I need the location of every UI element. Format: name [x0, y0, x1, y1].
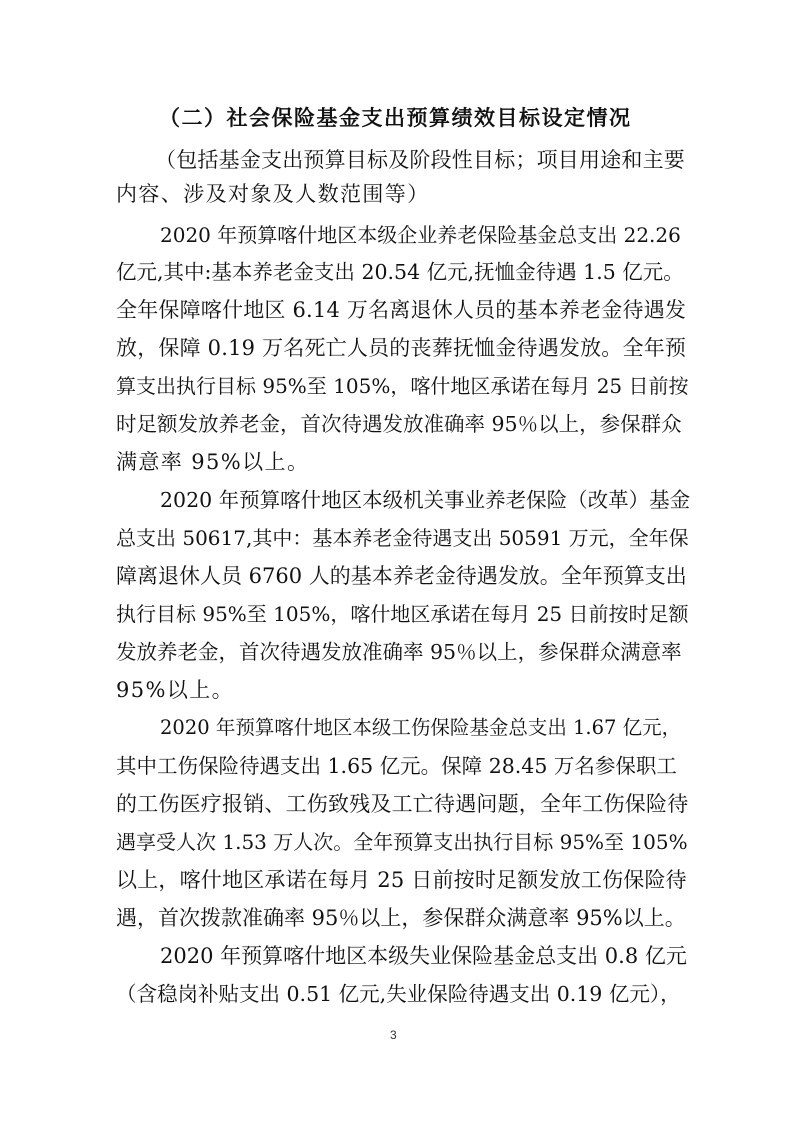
paragraph-line: 总支出 50617,其中：基本养老金待遇支出 50591 万元，全年保	[116, 526, 689, 550]
paragraph-line: （含稳岗补贴支出 0.51 亿元,失业保险待遇支出 0.19 亿元），	[116, 982, 681, 1006]
paragraph-line: 95%以上。	[116, 678, 235, 702]
paragraph-line: 发放养老金，首次待遇发放准确率 95％以上，参保群众满意率	[116, 640, 682, 664]
paragraph-line: 放，保障 0.19 万名死亡人员的丧葬抚恤金待遇发放。全年预	[116, 336, 687, 360]
paragraph-line: 其中工伤保险待遇支出 1.65 亿元。保障 28.45 万名参保职工	[116, 754, 677, 778]
paragraph-line: 2020 年预算喀什地区本级失业保险基金总支出 0.8 亿元	[160, 944, 687, 968]
paragraph-line: 遇，首次拨款准确率 95％以上，参保群众满意率 95%以上。	[116, 906, 686, 930]
paragraph-line: 2020 年预算喀什地区本级工伤保险基金总支出 1.67 亿元，	[160, 716, 682, 739]
paragraph-line: 遇享受人次 1.53 万人次。全年预算支出执行目标 95%至 105%	[116, 830, 688, 854]
note-line: 内容、涉及对象及人数范围等）	[116, 182, 430, 206]
section-heading: （二）社会保险基金支出预算绩效目标设定情况	[159, 105, 632, 130]
paragraph-line: 亿元,其中:基本养老金支出 20.54 亿元,抚恤金待遇 1.5 亿元。	[116, 260, 684, 284]
paragraph-line: 障离退休人员 6760 人的基本养老金待遇发放。全年预算支出	[116, 564, 687, 588]
paragraph-line: 满意率 95%以上。	[116, 450, 310, 474]
paragraph-line: 时足额发放养老金，首次待遇发放准确率 95％以上，参保群众	[116, 412, 682, 436]
paragraph-line: 的工伤医疗报销、工伤致残及工亡待遇问题，全年工伤保险待	[116, 792, 689, 816]
paragraph-line: 算支出执行目标 95%至 105%，喀什地区承诺在每月 25 日前按	[116, 374, 689, 398]
page-number: 3	[390, 1028, 397, 1042]
paragraph-line: 以上，喀什地区承诺在每月 25 日前按时足额发放工伤保险待	[116, 868, 687, 892]
paragraph-line: 2020 年预算喀什地区本级企业养老保险基金总支出 22.26	[160, 223, 681, 247]
paragraph-line: 执行目标 95%至 105%，喀什地区承诺在每月 25 日前按时足额	[116, 602, 689, 626]
paragraph-line: 2020 年预算喀什地区本级机关事业养老保险（改革）基金	[160, 488, 691, 512]
paragraph-line: 全年保障喀什地区 6.14 万名离退休人员的基本养老金待遇发	[116, 298, 687, 322]
note-line: （包括基金支出预算目标及阶段性目标；项目用途和主要	[155, 148, 685, 172]
